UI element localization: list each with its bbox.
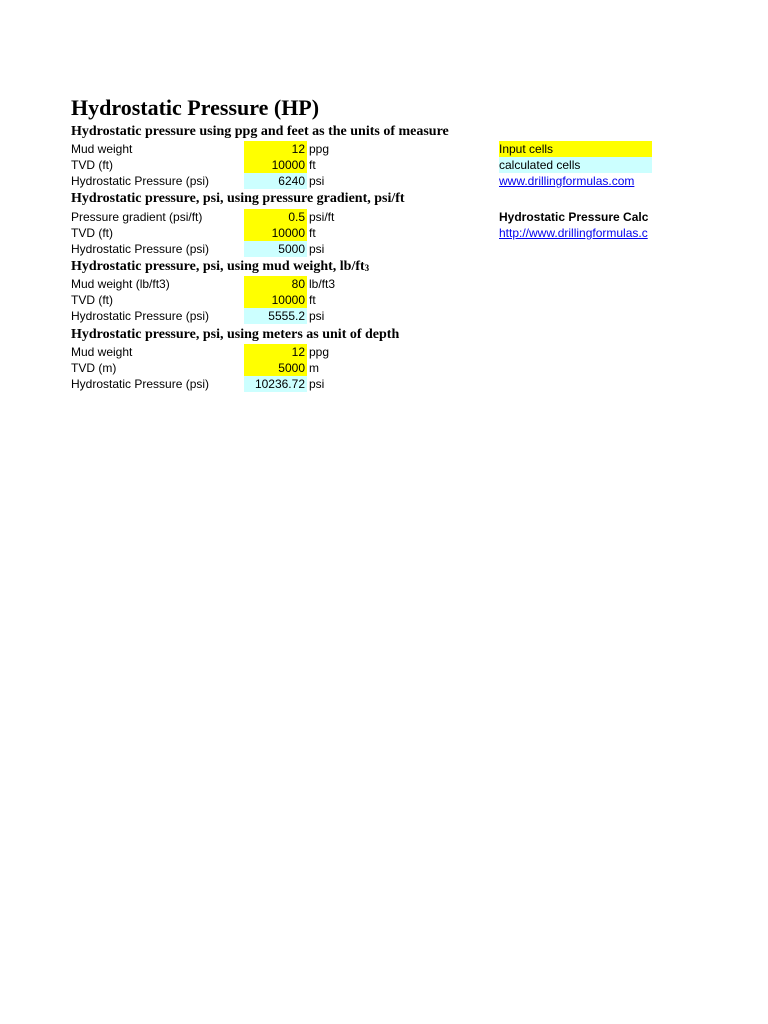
- row-label: Mud weight: [71, 142, 133, 156]
- page-title: Hydrostatic Pressure (HP): [71, 95, 320, 120]
- site-link[interactable]: www.drillingformulas.com: [499, 174, 635, 188]
- section-heading: [71, 258, 369, 276]
- unit-label: lb/ft3: [309, 277, 336, 291]
- unit-label: ft: [309, 293, 316, 307]
- calculated-cell: 10236.72: [244, 376, 307, 392]
- section-heading: Hydrostatic pressure using ppg and feet as the units of measure: [71, 124, 449, 139]
- input-cell[interactable]: 10000: [244, 225, 307, 241]
- input-cell[interactable]: 80: [244, 276, 307, 292]
- unit-label: psi/ft: [309, 210, 335, 224]
- unit-label: ppg: [309, 142, 330, 156]
- calculated-cell: 5000: [244, 241, 307, 257]
- unit-label: psi: [309, 174, 325, 188]
- input-cell[interactable]: 12: [244, 141, 307, 157]
- row-label: TVD (ft): [71, 293, 113, 307]
- legend-input-cells: Input cells: [499, 141, 652, 157]
- unit-label: ppg: [309, 345, 330, 359]
- superscript-3: 3: [364, 263, 370, 273]
- row-label: Hydrostatic Pressure (psi): [71, 309, 210, 323]
- unit-label: psi: [309, 309, 325, 323]
- unit-label: ft: [309, 226, 316, 240]
- row-label: TVD (m): [71, 361, 117, 375]
- row-label: Hydrostatic Pressure (psi): [71, 242, 210, 256]
- input-cell[interactable]: 5000: [244, 360, 307, 376]
- section-heading: Hydrostatic pressure, psi, using meters as unit of depth: [71, 327, 400, 342]
- section-heading: Hydrostatic pressure, psi, using pressure gradient, psi/ft: [71, 191, 405, 206]
- row-label: Mud weight (lb/ft3): [71, 277, 170, 291]
- row-label: Mud weight: [71, 345, 133, 359]
- calculator-title: Hydrostatic Pressure Calc: [499, 210, 649, 224]
- legend-calculated-cells: calculated cells: [499, 157, 652, 173]
- row-label: Pressure gradient (psi/ft): [71, 210, 203, 224]
- unit-label: ft: [309, 158, 316, 172]
- input-cell[interactable]: 0.5: [244, 209, 307, 225]
- row-label: TVD (ft): [71, 226, 113, 240]
- row-label: TVD (ft): [71, 158, 113, 172]
- calculated-cell: 6240: [244, 173, 307, 189]
- unit-label: psi: [309, 242, 325, 256]
- calculated-cell: 5555.2: [244, 308, 307, 324]
- unit-label: m: [309, 361, 319, 375]
- unit-label: psi: [309, 377, 325, 391]
- input-cell[interactable]: 10000: [244, 292, 307, 308]
- input-cell[interactable]: 12: [244, 344, 307, 360]
- row-label: Hydrostatic Pressure (psi): [71, 174, 210, 188]
- row-label: Hydrostatic Pressure (psi): [71, 377, 210, 391]
- input-cell[interactable]: 10000: [244, 157, 307, 173]
- section-heading-text: Hydrostatic pressure, psi, using mud weight, lb/ft: [71, 259, 365, 274]
- calculator-link[interactable]: http://www.drillingformulas.c: [499, 226, 648, 240]
